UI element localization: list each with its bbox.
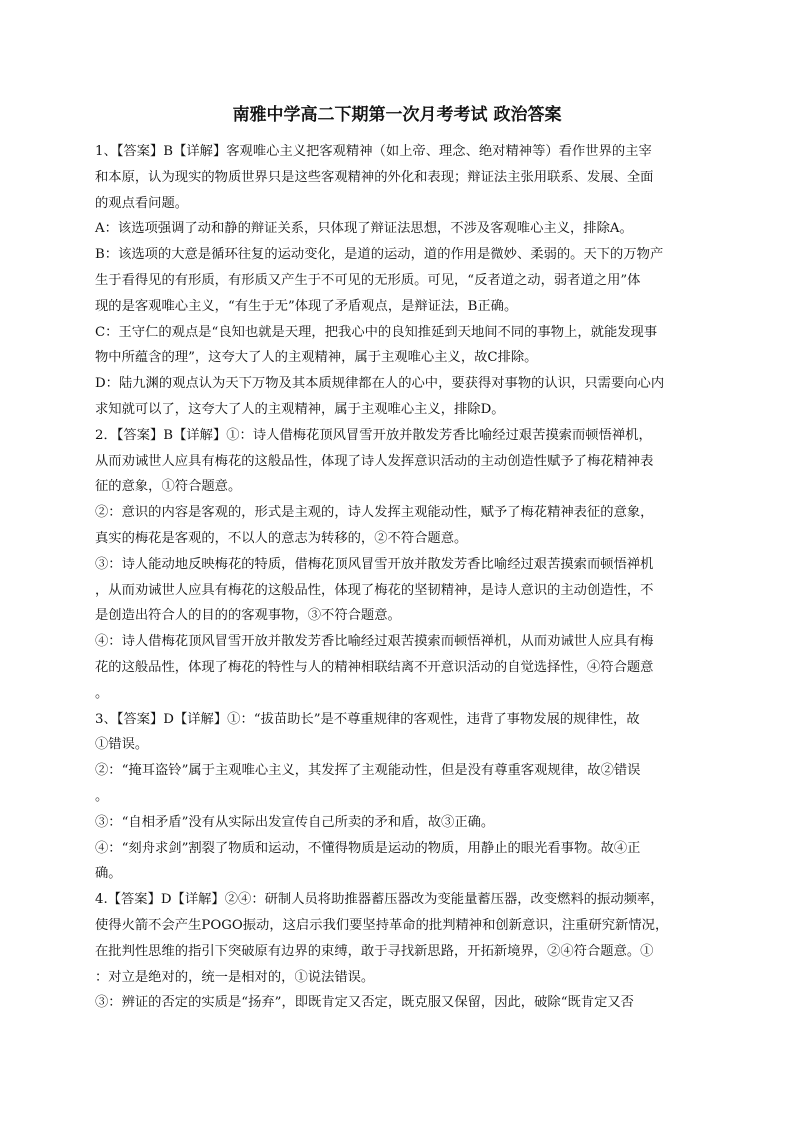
text-line: 使得火箭不会产生POGO振动，这启示我们要坚持革命的批判精神和创新意识，注重研究新情况，	[95, 918, 669, 933]
text-line: ④：诗人借梅花顶风冒雪开放并散发芳香比喻经过艰苦摸索而顿悟禅机，从而劝诫世人应具有梅	[95, 634, 654, 650]
text-line: ③：辨证的否定的实质是“扬弃”，即既肯定又否定，既克服又保留，因此，破除“既肯定又否	[95, 995, 634, 1011]
text-line: 2．【答案】B【详解】①：诗人借梅花顶风冒雪开放并散发芳香比喻经过艰苦摸索而顿悟禅机，	[95, 427, 652, 443]
text-line: 。	[95, 685, 109, 701]
text-line: ①错误。	[95, 737, 149, 753]
text-line: 从而劝诫世人应具有梅花的这般品性，体现了诗人发挥意识活动的主动创造性赋予了梅花精神表	[95, 453, 654, 469]
text-line: 4.【答案】D【详解】②④：研制人员将助推器蓄压器改为变能量蓄压器，改变燃料的振动频率，	[95, 892, 664, 908]
text-line: 物中所蕴含的理”，这夸大了人的主观精神，属于主观唯心主义，故C排除。	[95, 350, 538, 366]
document-title: 南雅中学高二下期第一次月考考试 政治答案	[232, 105, 562, 125]
text-line: ③：“自相矛盾”没有从实际出发宣传自己所卖的矛和盾，故③正确。	[95, 814, 495, 830]
text-line: ②：“掩耳盗铃”属于主观唯心主义，其发挥了主观能动性，但是没有尊重客观规律，故②错误	[95, 763, 641, 779]
text-line: D：陆九渊的观点认为天下万物及其本质规律都在人的心中，要获得对事物的认识，只需要向心内	[95, 376, 665, 392]
text-line: 在批判性思维的指引下突破原有边界的束缚，敢于寻找新思路，开拓新境界，②④符合题意。①	[95, 943, 654, 959]
text-line: ：对立是绝对的，统一是相对的，①说法错误。	[95, 969, 375, 985]
text-line: C：王守仁的观点是“良知也就是天理，把我心中的良知推延到天地间不同的事物上，就能发现事	[95, 324, 658, 340]
text-line: 和本原，认为现实的物质世界只是这些客观精神的外化和表现；辩证法主张用联系、发展、全面	[95, 169, 654, 185]
text-line: 现的是客观唯心主义，“有生于无”体现了矛盾观点，是辩证法，B正确。	[95, 298, 518, 314]
text-line: 3、【答案】D【详解】①：“拔苗助长”是不尊重规律的客观性，违背了事物发展的规律性，故	[95, 711, 640, 727]
text-line: 确。	[95, 866, 122, 882]
text-line: 花的这般品性，体现了梅花的特性与人的精神相联结离不开意识活动的自觉选择性，④符合题意	[95, 660, 654, 675]
text-line: 是创造出符合人的目的的客观事物，③不符合题意。	[95, 608, 401, 624]
text-line: 求知就可以了，这夸大了人的主观精神，属于主观唯心主义，排除D。	[95, 402, 505, 417]
text-line: 真实的梅花是客观的，不以人的意志为转移的，②不符合题意。	[95, 531, 468, 546]
text-line: ，从而劝诫世人应具有梅花的这般品性，体现了梅花的坚韧精神，是诗人意识的主动创造性，不	[95, 582, 654, 598]
text-line: ④：“刻舟求剑”割裂了物质和运动，不懂得物质是运动的物质，用静止的眼光看事物。故④正	[95, 840, 641, 856]
text-line: 生于看得见的有形质，有形质又产生于不可见的无形质。可见，“反者道之动，弱者道之用”体	[95, 273, 641, 288]
text-line: B：该选项的大意是循环往复的运动变化，是道的运动，道的作用是微妙、柔弱的。天下的万物产	[95, 247, 664, 263]
text-line: A：该选项强调了动和静的辩证关系，只体现了辩证法思想，不涉及客观唯心主义，排除A。	[95, 221, 633, 237]
text-line: ②：意识的内容是客观的，形式是主观的，诗人发挥主观能动性，赋予了梅花精神表征的意象，	[95, 505, 654, 521]
text-line: 。	[95, 789, 109, 804]
text-line: 1、【答案】B【详解】客观唯心主义把客观精神（如上帝、理念、绝对精神等）看作世界的主宰	[95, 144, 652, 159]
text-line: ③：诗人能动地反映梅花的特质，借梅花顶风冒雪开放并散发芳香比喻经过艰苦摸索而顿悟禅机	[95, 556, 654, 572]
text-line: 的观点看问题。	[95, 195, 189, 211]
text-line: 征的意象，①符合题意。	[95, 479, 242, 495]
